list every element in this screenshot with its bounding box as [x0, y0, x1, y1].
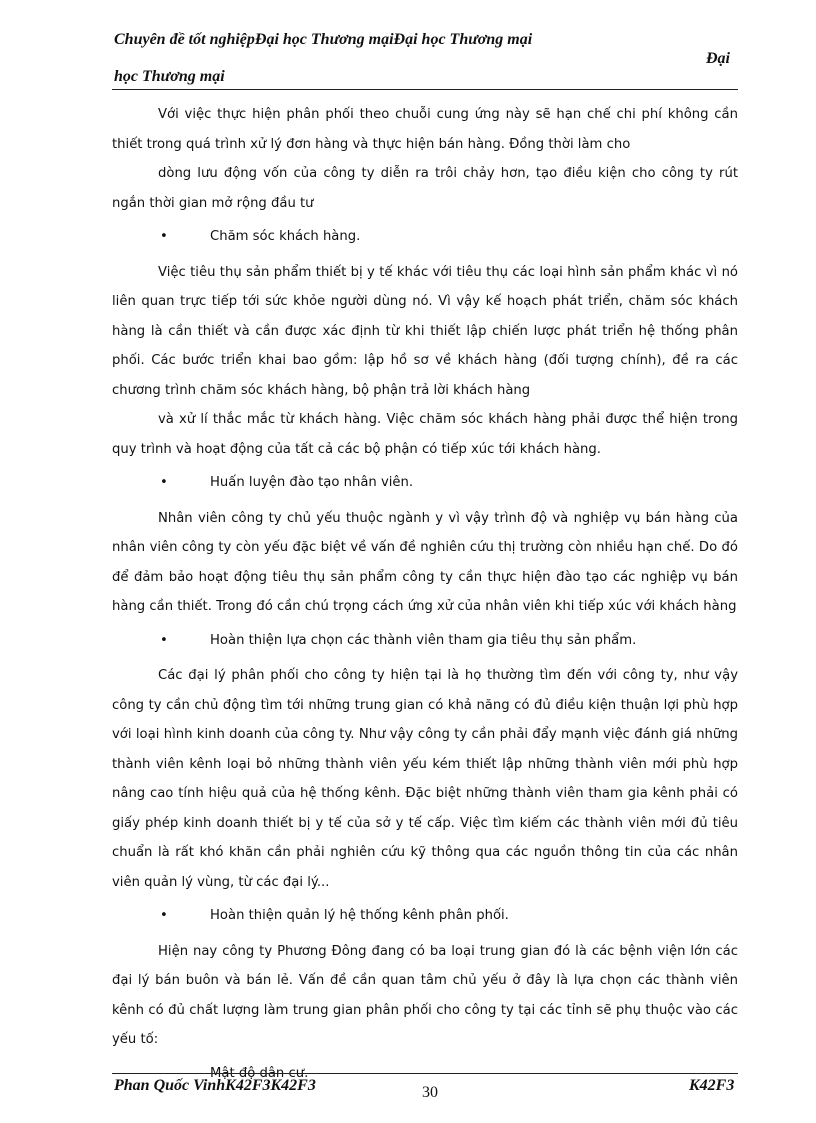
footer-rule: [112, 1073, 738, 1074]
header-title-right: Đại: [706, 50, 730, 67]
header-title-line1: Chuyên đề tốt nghiệpĐại học Thương mạiĐại học Thương mại: [114, 31, 533, 48]
paragraph-1b: dòng lưu động vốn của công ty diễn ra trôi chảy hơn, tạo điều kiện cho công ty rút ngắn thời gian mở rộng đầu tư: [112, 166, 738, 211]
bullet-icon: •: [160, 908, 168, 923]
bullet-icon: •: [160, 229, 168, 244]
footer-author: Phan Quốc VinhK42F3K42F3: [114, 1077, 316, 1094]
header-title-line2: học Thương mại: [114, 68, 225, 85]
header-rule: [112, 89, 738, 90]
paragraph-4: Các đại lý phân phối cho công ty hiện tại là họ thường tìm đến với công ty, như vậy công ty cần chủ động tìm tới những trung gian có khả năng có đủ điều kiện thuận lợi phù hợp với loại hình kinh doanh của công ty. Như vậy công ty cần phải đẩy mạnh việc đánh giá những thành viên kênh loại bỏ những thành viên yếu kém thiết lập những thành viên mới phù hợp nâng cao tính hiệu quả của hệ thống kênh. Đặc biệt những thành viên tham gia kênh phải có giấy phép kinh doanh thiết bị y tế của sở y tế cấp. Việc tìm kiếm các thành viên mới đủ tiêu chuẩn là rất khó khăn cần phải nghiên cứu kỹ thông qua các nguồn thông tin của các nhân viên quản lý vùng, từ các đại lý...: [112, 668, 738, 890]
document-body: [112, 100, 738, 1094]
bullet-staff-training: [112, 468, 738, 498]
footer-class-code: K42F3: [689, 1077, 735, 1094]
dash-item-text: Mật độ dân cư.: [210, 1065, 309, 1081]
paragraph-5: Hiện nay công ty Phương Đông đang có ba loại trung gian đó là các bệnh viện lớn các đại lý bán buôn và bán lẻ. Vấn đề cần quan tâm chủ yếu ở đây là lựa chọn các thành viên kênh có đủ chất lượng làm trung gian phân phối cho công ty tại các tỉnh sẽ phụ thuộc vào các yếu tố:: [112, 943, 738, 1047]
bullet-customer-care: [112, 222, 738, 252]
paragraph-2a: Việc tiêu thụ sản phẩm thiết bị y tế khác với tiêu thụ các loại hình sản phẩm khác vì nó liên quan trực tiếp tới sức khỏe người dùng nó. Vì vậy kế hoạch phát triển, chăm sóc khách hàng là cần thiết và cần được xác định từ khi thiết lập chiến lược phát triển hệ thống phân phối. Các bước triển khai bao gồm: lập hồ sơ về khách hàng (đối tượng chính), đề ra các chương trình chăm sóc khách hàng, bộ phận trả lời khách hàng: [112, 264, 738, 398]
bullet-channel-management: [112, 901, 738, 931]
bullet-member-selection: [112, 626, 738, 656]
bullet-icon: •: [160, 632, 168, 648]
paragraph-2b: và xử lí thắc mắc từ khách hàng. Việc chăm sóc khách hàng phải được thể hiện trong quy trình và hoạt động của tất cả các bộ phận có tiếp xúc tới khách hàng.: [112, 412, 738, 457]
bullet-icon: •: [160, 475, 168, 490]
bullet-text: Chăm sóc khách hàng.: [210, 229, 361, 244]
bullet-text: Huấn luyện đào tạo nhân viên.: [210, 475, 414, 490]
bullet-text: Hoàn thiện quản lý hệ thống kênh phân phối.: [210, 908, 509, 923]
dash-icon: –: [160, 1065, 167, 1081]
paragraph-1a: Với việc thực hiện phân phối theo chuỗi cung ứng này sẽ hạn chế chi phí không cần thiết trong quá trình xử lý đơn hàng và thực hiện bán hàng. Đồng thời làm cho: [112, 107, 738, 152]
bullet-text: Hoàn thiện lựa chọn các thành viên tham gia tiêu thụ sản phẩm.: [210, 632, 637, 648]
page-number: 30: [422, 1084, 438, 1101]
paragraph-3: Nhân viên công ty chủ yếu thuộc ngành y vì vậy trình độ và nghiệp vụ bán hàng của nhân viên công ty còn yếu đặc biệt về vấn đề nghiên cứu thị trường còn nhiều hạn chế. Do đó để đảm bảo hoạt động tiêu thụ sản phẩm công ty cần thực hiện đào tạo các nghiệp vụ bán hàng cần thiết. Trong đó cần chú trọng cách ứng xử của nhân viên khi tiếp xúc với khách hàng: [112, 510, 738, 614]
